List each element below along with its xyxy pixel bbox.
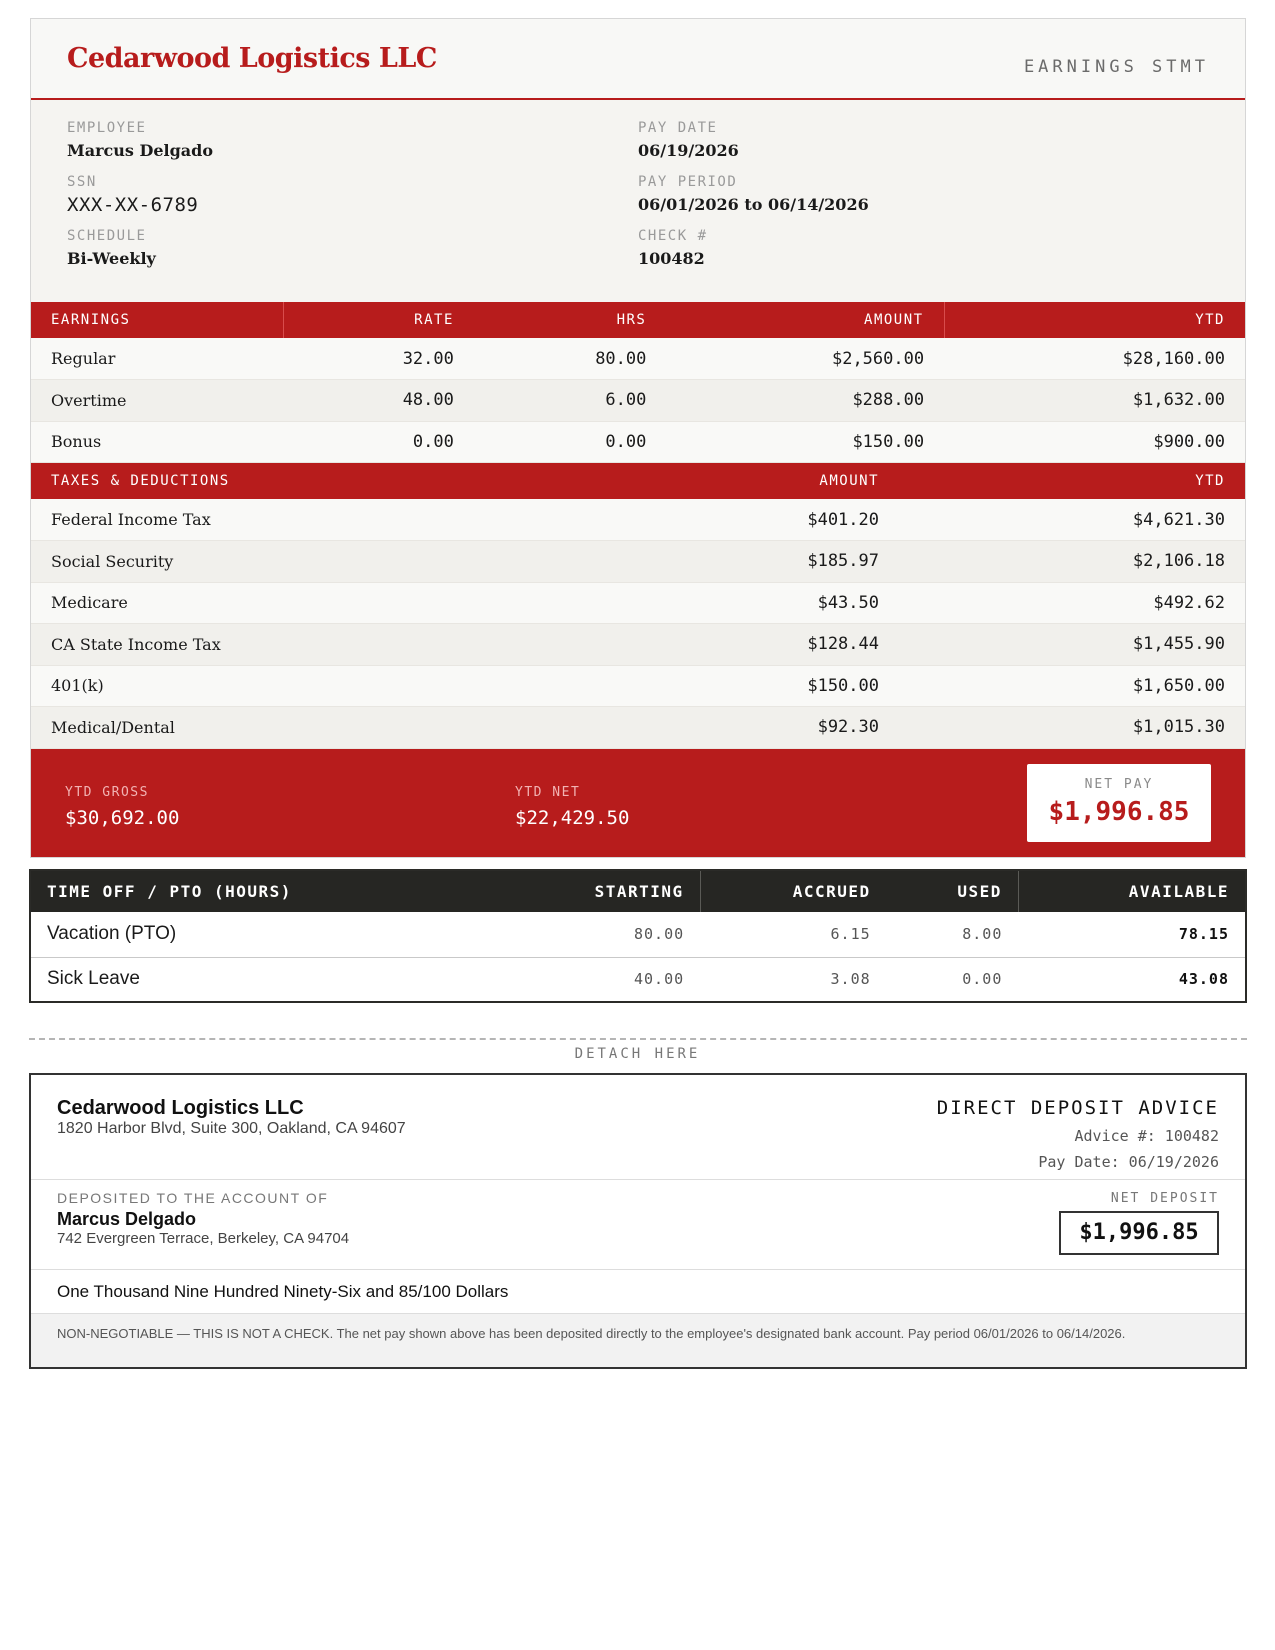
table-row [31, 624, 1245, 666]
earning-rate: 48.00 [283, 380, 473, 422]
earning-amount: $288.00 [666, 380, 944, 422]
earning-amount: $150.00 [666, 421, 944, 463]
earning-hours: 0.00 [474, 421, 667, 463]
earning-hours: 80.00 [474, 338, 667, 380]
deduction-ytd: $1,650.00 [899, 665, 1245, 707]
pay-period-label: PAY PERIOD [638, 174, 738, 190]
statement-header [31, 19, 1245, 100]
check-number-value: 100482 [638, 249, 705, 268]
deduction-ytd: $1,015.30 [899, 707, 1245, 749]
detach-label: DETACH HERE [574, 1046, 701, 1062]
advice-title: DIRECT DEPOSIT ADVICE [936, 1097, 1219, 1119]
table-row [31, 499, 1245, 541]
table-row [30, 957, 1246, 1002]
company-name: Cedarwood Logistics LLC [67, 43, 437, 74]
pto-used: 8.00 [962, 925, 1003, 944]
pto-header-accrued: ACCRUED [792, 882, 871, 901]
deduction-name: 401(k) [31, 665, 699, 707]
earnings-header-rate: RATE [414, 312, 454, 328]
deduction-ytd: $2,106.18 [899, 541, 1245, 583]
deduction-amount: $401.20 [699, 499, 899, 541]
earning-ytd: $900.00 [944, 421, 1245, 463]
pto-used: 0.00 [887, 957, 1019, 1002]
deduction-name: Social Security [31, 541, 699, 583]
pto-type: Vacation (PTO) [47, 923, 177, 945]
direct-deposit-advice [29, 1073, 1247, 1369]
employee-info [31, 100, 1245, 302]
table-row [31, 582, 1245, 624]
deductions-table [31, 463, 1245, 749]
table-row [31, 421, 1245, 463]
earning-hours: 6.00 [474, 380, 667, 422]
earning-amount: $2,560.00 [666, 338, 944, 380]
deposited-to-label: DEPOSITED TO THE ACCOUNT OF [57, 1190, 329, 1206]
table-row [31, 338, 1245, 380]
earning-type: Bonus [31, 421, 283, 463]
pto-header-row [30, 870, 1246, 912]
earnings-header-label: EARNINGS [31, 302, 283, 338]
deductions-header-ytd: YTD [1195, 473, 1225, 489]
pto-starting: 80.00 [634, 925, 685, 944]
earnings-header-row [31, 302, 1245, 338]
deduction-amount: $43.50 [699, 582, 899, 624]
table-row [31, 541, 1245, 583]
pto-starting: 40.00 [536, 957, 700, 1002]
earning-rate: 0.00 [283, 421, 473, 463]
deduction-ytd: $1,455.90 [899, 624, 1245, 666]
pto-header-used: USED [887, 870, 1019, 912]
net-pay-value: $1,996.85 [1048, 796, 1190, 827]
ytd-gross-value: $30,692.00 [65, 806, 180, 829]
deduction-name: Medical/Dental [31, 707, 699, 749]
advice-company-address: 1820 Harbor Blvd, Suite 300, Oakland, CA 94607 [57, 1120, 406, 1137]
advice-number: Advice #: 100482 [1074, 1127, 1219, 1145]
table-row [31, 380, 1245, 422]
ssn-label: SSN [67, 174, 97, 190]
deduction-name: Federal Income Tax [31, 499, 699, 541]
deduction-amount: $185.97 [699, 541, 899, 583]
table-row [31, 707, 1245, 749]
detach-divider [29, 1038, 1247, 1040]
deduction-name: CA State Income Tax [31, 624, 699, 666]
deduction-amount: $150.00 [699, 665, 899, 707]
deductions-header-label: TAXES & DEDUCTIONS [51, 473, 230, 489]
net-deposit-label: NET DEPOSIT [1110, 1191, 1219, 1206]
non-negotiable-disclaimer: NON-NEGOTIABLE — THIS IS NOT A CHECK. The net pay shown above has been deposited directly to the employee's designated bank account. Pay period 06/01/2026 to 06/14/2026. [31, 1314, 1245, 1367]
ytd-net [515, 783, 629, 829]
employee-info-right [638, 118, 869, 280]
deductions-header-row [31, 463, 1245, 499]
employee-label: EMPLOYEE [67, 120, 147, 136]
advice-payee [31, 1180, 1245, 1270]
payee-address: 742 Evergreen Terrace, Berkeley, CA 94704 [57, 1230, 350, 1247]
ytd-gross [65, 783, 179, 829]
deduction-ytd: $492.62 [899, 582, 1245, 624]
document-label: EARNINGS STMT [1023, 57, 1209, 77]
advice-company-name: Cedarwood Logistics LLC [57, 1097, 304, 1119]
earning-rate: 32.00 [283, 338, 473, 380]
pto-accrued: 6.15 [830, 925, 871, 944]
advice-pay-date: Pay Date: 06/19/2026 [1038, 1153, 1219, 1171]
totals-bar [31, 749, 1245, 857]
advice-header [31, 1075, 1245, 1180]
ytd-net-label: YTD NET [515, 784, 581, 800]
earnings-header-amount: AMOUNT [666, 302, 944, 338]
payee-name: Marcus Delgado [57, 1209, 197, 1229]
schedule-label: SCHEDULE [67, 228, 147, 244]
deduction-amount: $92.30 [699, 707, 899, 749]
earning-ytd: $28,160.00 [944, 338, 1245, 380]
net-pay-label: NET PAY [1084, 776, 1154, 792]
ssn-value: XXX-XX-6789 [67, 194, 199, 216]
ytd-gross-label: YTD GROSS [65, 784, 149, 800]
earning-type: Regular [31, 338, 283, 380]
check-number-label: CHECK # [638, 228, 708, 244]
pto-header-label: TIME OFF / PTO (HOURS) [47, 882, 292, 901]
deduction-amount: $128.44 [699, 624, 899, 666]
pay-period-value: 06/01/2026 to 06/14/2026 [638, 195, 869, 214]
earning-ytd: $1,632.00 [944, 380, 1245, 422]
earnings-header-ytd: YTD [1195, 312, 1225, 328]
pto-available: 43.08 [1018, 957, 1246, 1002]
table-row [30, 912, 1246, 957]
earnings-header-hours: HRS [616, 312, 647, 328]
deduction-name: Medicare [31, 582, 699, 624]
earnings-table [31, 302, 1245, 463]
deductions-header-amount: AMOUNT [819, 473, 879, 489]
table-row [31, 665, 1245, 707]
pto-accrued: 3.08 [700, 957, 887, 1002]
pto-type: Sick Leave [30, 957, 536, 1002]
pto-available: 78.15 [1178, 925, 1229, 944]
earnings-statement [30, 18, 1246, 858]
pto-header-starting: STARTING [536, 870, 700, 912]
earning-type: Overtime [31, 380, 283, 422]
deduction-ytd: $4,621.30 [899, 499, 1245, 541]
schedule-value: Bi-Weekly [67, 249, 156, 268]
net-deposit-value: $1,996.85 [1059, 1211, 1219, 1255]
amount-in-words: One Thousand Nine Hundred Ninety-Six and 85/100 Dollars [31, 1270, 1245, 1314]
net-pay-box [1027, 764, 1211, 842]
employee-info-left [67, 118, 213, 280]
pto-header-available: AVAILABLE [1128, 882, 1229, 901]
pay-date-value: 06/19/2026 [638, 141, 739, 160]
pto-table [29, 869, 1247, 1003]
ytd-net-value: $22,429.50 [515, 806, 630, 829]
employee-name: Marcus Delgado [67, 141, 214, 160]
pay-date-label: PAY DATE [638, 120, 718, 136]
